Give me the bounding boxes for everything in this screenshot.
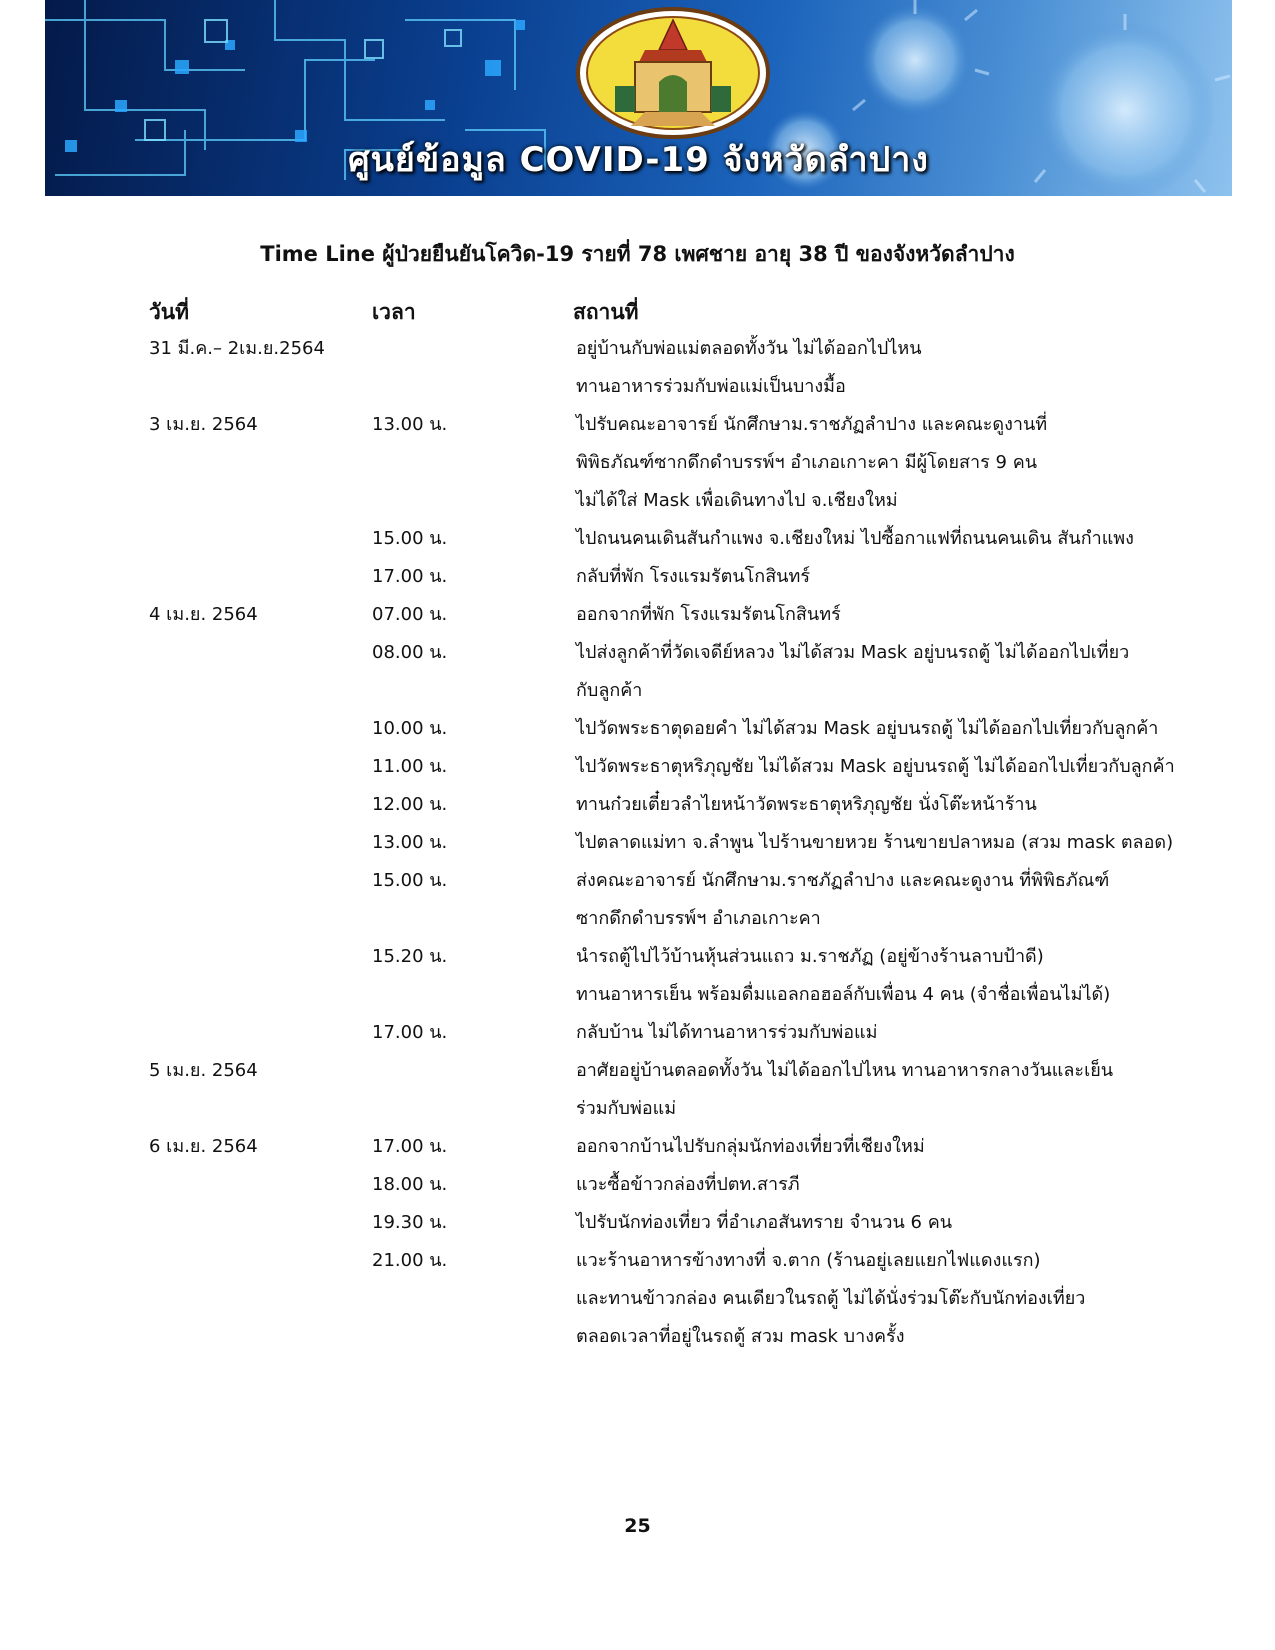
row-time: 13.00 น. [372, 414, 448, 435]
row-time: 21.00 น. [372, 1250, 448, 1271]
row-time: 17.00 น. [372, 1022, 448, 1043]
row-time: 15.00 น. [372, 528, 448, 549]
lampang-province-seal [575, 6, 771, 140]
row-time: 10.00 น. [372, 718, 448, 739]
row-time: 15.20 น. [372, 946, 448, 967]
row-place: ทานอาหารเย็น พร้อมดื่มแอลกอฮอล์กับเพื่อน 4 คน (จำชื่อเพื่อนไม่ได้) [576, 984, 1111, 1005]
row-place: ตลอดเวลาที่อยู่ในรถตู้ สวม mask บางครั้ง [576, 1326, 905, 1347]
row-place: ออกจากที่พัก โรงแรมรัตนโกสินทร์ [576, 604, 841, 625]
header-time: เวลา [372, 300, 416, 324]
covid-banner [45, 0, 1232, 196]
row-time: 12.00 น. [372, 794, 448, 815]
row-place: และทานข้าวกล่อง คนเดียวในรถตู้ ไม่ได้นั่งร่วมโต๊ะกับนักท่องเที่ยว [576, 1288, 1086, 1309]
row-place: ไปวัดพระธาตุดอยคำ ไม่ได้สวม Mask อยู่บนรถตู้ ไม่ได้ออกไปเที่ยวกับลูกค้า [576, 718, 1159, 739]
row-time: 18.00 น. [372, 1174, 448, 1195]
row-place: อาศัยอยู่บ้านตลอดทั้งวัน ไม่ได้ออกไปไหน ทานอาหารกลางวันและเย็น [576, 1060, 1114, 1081]
row-time: 11.00 น. [372, 756, 448, 777]
row-time: 13.00 น. [372, 832, 448, 853]
row-place: นำรถตู้ไปไว้บ้านหุ้นส่วนแถว ม.ราชภัฏ (อยู่ข้างร้านลาบป้าดี) [576, 946, 1044, 967]
row-place: ไปส่งลูกค้าที่วัดเจดีย์หลวง ไม่ได้สวม Mask อยู่บนรถตู้ ไม่ได้ออกไปเที่ยว [576, 642, 1130, 663]
row-date: 4 เม.ย. 2564 [149, 604, 258, 625]
banner-title: ศูนย์ข้อมูล COVID-19 จังหวัดลำปาง [348, 140, 929, 180]
row-place: ไปตลาดแม่ทา จ.ลำพูน ไปร้านขายหวย ร้านขายปลาหมอ (สวม mask ตลอด) [576, 832, 1174, 853]
row-time: 17.00 น. [372, 1136, 448, 1157]
row-place: ไปรับคณะอาจารย์ นักศึกษาม.ราชภัฏลำปาง และคณะดูงานที่ [576, 414, 1048, 435]
row-place: กลับที่พัก โรงแรมรัตนโกสินทร์ [576, 566, 811, 587]
row-place: พิพิธภัณฑ์ซากดึกดำบรรพ์ฯ อำเภอเกาะคา มีผู้โดยสาร 9 คน [576, 452, 1038, 473]
row-place: ไปวัดพระธาตุหริภุญชัย ไม่ได้สวม Mask อยู่บนรถตู้ ไม่ได้ออกไปเที่ยวกับลูกค้า [576, 756, 1175, 777]
header-date: วันที่ [149, 300, 189, 324]
row-time: 15.00 น. [372, 870, 448, 891]
row-date: 31 มี.ค.– 2เม.ย.2564 [149, 338, 325, 359]
row-place: อยู่บ้านกับพ่อแม่ตลอดทั้งวัน ไม่ได้ออกไปไหน [576, 338, 922, 359]
row-place: ออกจากบ้านไปรับกลุ่มนักท่องเที่ยวที่เชียงใหม่ [576, 1136, 925, 1157]
row-place: ส่งคณะอาจารย์ นักศึกษาม.ราชภัฏลำปาง และคณะดูงาน ที่พิพิธภัณฑ์ [576, 870, 1110, 891]
page-number: 25 [624, 1515, 651, 1537]
row-place: ร่วมกับพ่อแม่ [576, 1098, 677, 1119]
row-place: กับลูกค้า [576, 680, 643, 701]
row-place: แวะซื้อข้าวกล่องที่ปตท.สารภี [576, 1174, 800, 1195]
row-place: ทานอาหารร่วมกับพ่อแม่เป็นบางมื้อ [576, 376, 846, 397]
row-place: ทานก๋วยเตี๋ยวลำไยหน้าวัดพระธาตุหริภุญชัย นั่งโต๊ะหน้าร้าน [576, 794, 1037, 815]
row-time: 19.30 น. [372, 1212, 448, 1233]
row-time: 17.00 น. [372, 566, 448, 587]
document-title: Time Line ผู้ป่วยยืนยันโควิด-19 รายที่ 78 เพศชาย อายุ 38 ปี ของจังหวัดลำปาง [260, 242, 1015, 266]
row-place: ไปถนนคนเดินสันกำแพง จ.เชียงใหม่ ไปซื้อกาแฟที่ถนนคนเดิน สันกำแพง [576, 528, 1134, 549]
header-place: สถานที่ [573, 300, 639, 324]
row-date: 3 เม.ย. 2564 [149, 414, 258, 435]
row-time: 07.00 น. [372, 604, 448, 625]
row-place: กลับบ้าน ไม่ได้ทานอาหารร่วมกับพ่อแม่ [576, 1022, 878, 1043]
row-place: ซากดึกดำบรรพ์ฯ อำเภอเกาะคา [576, 908, 821, 929]
row-date: 5 เม.ย. 2564 [149, 1060, 258, 1081]
row-date: 6 เม.ย. 2564 [149, 1136, 258, 1157]
row-place: ไปรับนักท่องเที่ยว ที่อำเภอสันทราย จำนวน 6 คน [576, 1212, 953, 1233]
row-place: ไม่ได้ใส่ Mask เพื่อเดินทางไป จ.เชียงใหม่ [576, 490, 898, 511]
row-place: แวะร้านอาหารข้างทางที่ จ.ตาก (ร้านอยู่เลยแยกไฟแดงแรก) [576, 1250, 1041, 1271]
row-time: 08.00 น. [372, 642, 448, 663]
